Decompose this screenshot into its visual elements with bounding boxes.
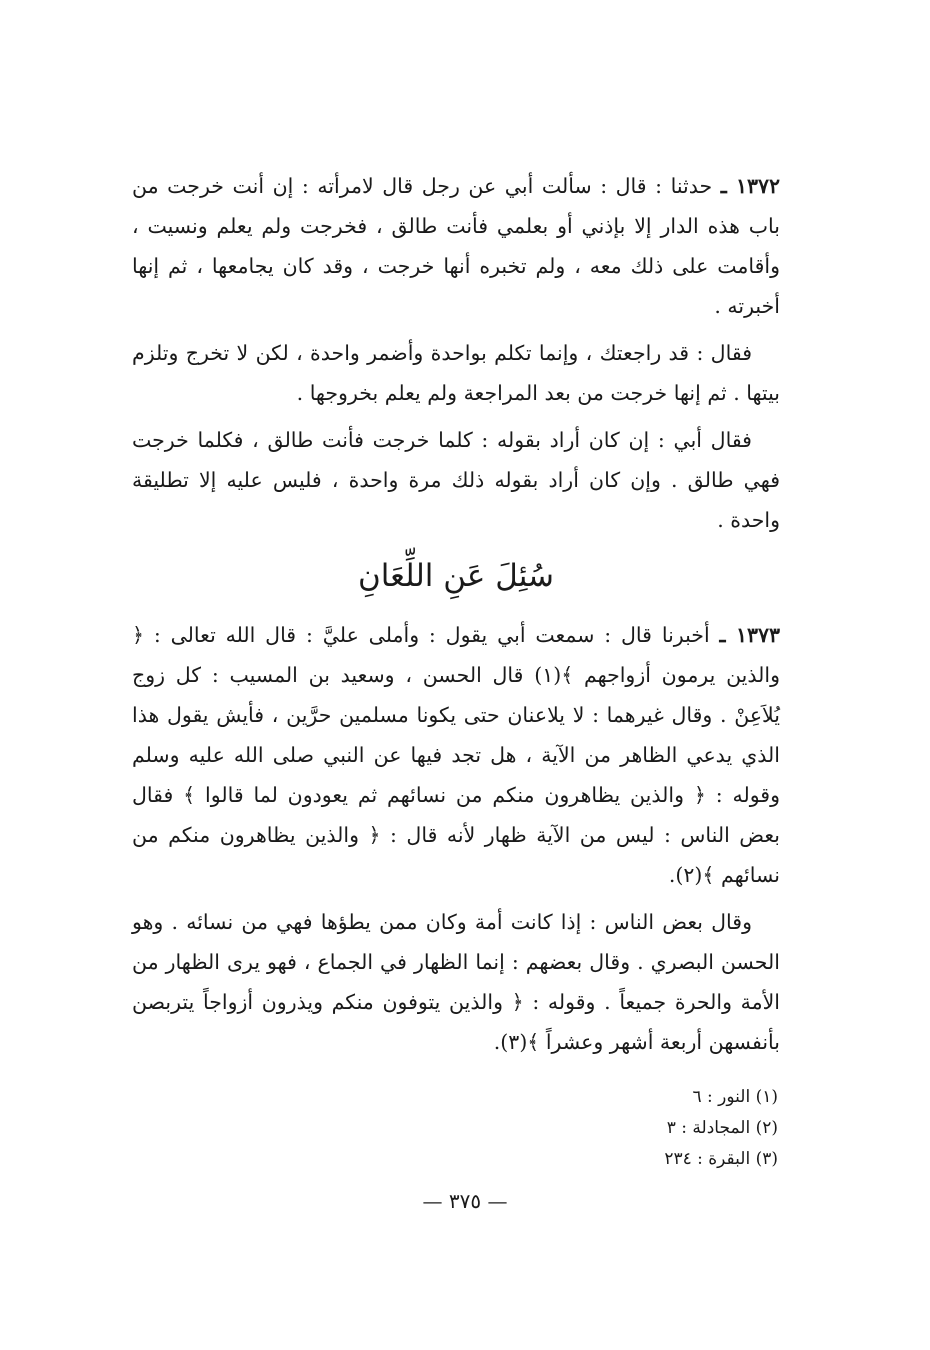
paragraph-text: حدثنا : قال : سألت أبي عن رجل قال لامرأته : إن أنت خرجت من باب هذه الدار إلا بإذني أو بعلمي فأنت طالق ، فخرجت ولم يعلم ونسيت ، وأقامت على ذلك معه ، ولم تخبره أنها خرجت ، وقد كان يجامعها ، ثم إنها أخبرته . [132, 174, 780, 318]
main-text [132, 166, 780, 1069]
hadith-1372-reply-paragraph [132, 333, 780, 413]
footnote: (٢) المجادلة : ٣ [666, 1118, 778, 1138]
hadith-number: ١٣٧٢ ـ [720, 174, 780, 198]
paragraph-text: فقال أبي : إن كان أراد بقوله : كلما خرجت فأنت طالق ، فكلما خرجت فهي طالق . وإن كان أراد بقوله ذلك مرة واحدة ، فليس عليه إلا تطليقة واحدة . [132, 428, 780, 532]
footnote: (٣) البقرة : ٢٣٤ [664, 1149, 778, 1169]
footnote: (١) النور : ٦ [692, 1087, 778, 1107]
hadith-number: ١٣٧٣ ـ [719, 623, 780, 647]
section-heading: سُئِلَ عَنِ اللِّعَانِ [357, 558, 555, 594]
hadith-1372-paragraph [132, 166, 780, 326]
paragraph-text: أخبرنا قال : سمعت أبي يقول : وأملى عليَّ : قال الله تعالى : ﴿ والذين يرمون أزواجهم ﴾(١) قال الحسن ، وسعيد بن المسيب : كل زوج يُلاَعِنْ . وقال غيرهما : لا يلاعنان حتى يكونا مسلمين حرَّين ، فأيش يقول هذا الذي يدعي الظاهر من الآية ، هل تجد فيها عن النبي صلى الله عليه وسلم وقوله : ﴿ والذين يظاهرون منكم من نسائهم ثم يعودون لما قالوا ﴾ فقال بعض الناس : ليس من الآية ظهار لأنه قال : ﴿ والذين يظاهرون منكم من نسائهم ﴾(٢). [132, 623, 780, 887]
hadith-1372-answer-paragraph [132, 420, 780, 540]
paragraph-text: فقال : قد راجعتك ، وإنما تكلم بواحدة وأضمر واحدة ، لكن لا تخرج وتلزم بيتها . ثم إنها خرجت من بعد المراجعة ولم يعلم بخروجها . [132, 341, 780, 405]
hadith-1373-paragraph [132, 615, 780, 895]
paragraph-text: وقال بعض الناس : إذا كانت أمة وكان ممن يطؤها فهي من نسائه . وهو الحسن البصري . وقال بعضهم : إنما الظهار في الجماع ، فهو يرى الظهار من الأمة والحرة جميعاً . وقوله : ﴿ والذين يتوفون منكم ويذرون أزواجاً يتربصن بأنفسهن أربعة أشهر وعشراً ﴾(٣). [132, 910, 780, 1054]
footnotes [664, 1082, 778, 1175]
hadith-1373-continuation-paragraph [132, 902, 780, 1062]
page-number: — ٣٧٥ — [422, 1189, 508, 1213]
